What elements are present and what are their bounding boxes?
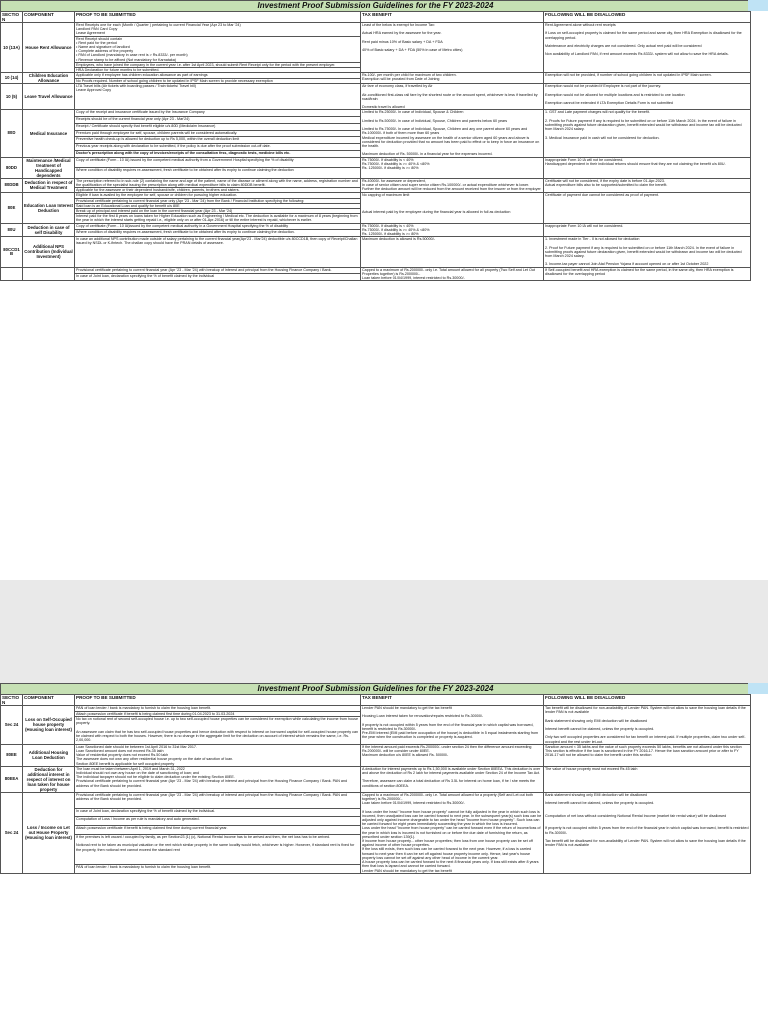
benefit-cell: If the interest amount paid exceeds Rs.200000/- under section 24 then the difference amount exceeding Rs.200000/- will be consider under 80EE. Maximum deduction u/s 80EE is allowed Rs. 50000/- [361,744,544,766]
table-row [1,23,751,37]
proof-cell: Rent Receipt should contain • Rent paid for the period • Name and signature of landlord • Complete address of the property • PAN of Landlord (mandatory in case rent is > Rs.8333/- per month) • Revenue stamp to be affixed (Not mandatory for Karnataka) [75,36,361,62]
proof-cell: Provisional certificate pertaining to current financial year (Apr '23 - Mar '24) with breakup of interest and principal from the Housing Finance Company / Bank. PAN and address of the Bank should be provided. [75,792,361,808]
component-cell: Deduction in case of self Disability [23,223,75,237]
column-header: TAX BENEFIT [361,695,544,706]
column-header: PROOF TO BE SUBMITTED [75,12,361,23]
disallowed-cell: Inappropriate Form 10 IA will not be considered. [544,223,751,237]
page-title: Investment Proof Submission Guidelines for the FY 2023-2024 [1,684,751,695]
proof-cell: Loan Sanctioned date should be between 1st April 2016 to 31st Mar 2017. Loan Sanctioned amount does not exceed Rs.35 lakh Value of residential property does not exceed Rs.50 lakh The assessee does not own any other residential house property on the date of sanction of loan. Section 80EE benefit is applicable for self occupied property [75,744,361,766]
column-header: COMPONENT [23,12,75,23]
sheet-page-2 [0,683,768,1024]
guidelines-table-1 [0,0,751,281]
component-cell: House Rent Allowance [23,23,75,73]
disallowed-cell: Sanction amount < 35 lakhs and the value of such property exceeds 50 lakhs, benefits are not allowed under this section This section is effective if the loan is sanctioned in the FY 2016-17. Hence the loan sanction amount prior or after to FY 2016-17 will not be allowed to claim the benefit under this section [544,744,751,766]
section-cell: 80DD [1,157,23,178]
table-row [1,706,751,712]
proof-cell: Eligible if loan is availed by the employee for self, spouse or children for pursuing higher education. [75,193,361,198]
table-row [1,73,751,79]
benefit-cell: Least of the below is exempt for Income Tax: Actual HRA earned by the assessee for the year. Rent paid minus 10% of Basic salary + DA + FDA 40% of Basic salary + DA + FDA (50% in case of Metro cities) [361,23,544,73]
proof-cell: Said loan is an Educational Loan and qualify for benefit u/s 80E [75,203,361,208]
table-row [1,223,751,230]
disallowed-cell: Exemption would not be provided if Employee is not part of the journey. Exemption would not be allowed for multiple locations and is restricted to one location Exemption cannot be extended if LTA Exemption Details Form is not submitted [544,84,751,110]
disallowed-cell: Tax benefit will be disallowed for non-availability of Lender PAN. System will not allow to save the housing loan details if the lender PAN is not available Bank statement showing only EMI deduction will be disallowed Interest benefit cannot be claimed, unless the property is occupied. Only two self occupied properties are considered for tax benefit on interest paid. If multiple properties, claim two under self-occupied and the rest under let-out. [544,706,751,745]
section-cell: 80E [1,193,23,223]
proof-cell: PAN of loan lender / bank is mandatory to furnish to claim the housing loan benefit. [75,864,361,873]
proof-cell: Break up of principal and interest paid on the loan in the current financial year (Apr 23 - Mar '24) [75,208,361,213]
proof-cell: Preventive health check-up is allowed for deduction up to Rs 5,000, within the overall deduction limit [75,137,361,144]
proof-cell: HRA Declaration for future months to be submitted. [75,68,361,73]
section-cell: 10 (5) [1,84,23,110]
proof-cell: Employees, who have joined the company in the current year i.e. after 1st April 2023, should submit Rent Receipt only for the period with the present employer. [75,62,361,67]
column-header: FOLLOWING WILL BE DISALLOWED [544,12,751,23]
component-cell: Children Education Allowance [23,73,75,84]
proof-cell: The loan must be taken between April 1, 2019 and March 31, 2022 Individual should not own any house on the date of sanctioning of loan; and The individual taxpayer should not be eligible to claim deduction under the existing Section 80EE. Provisional certificate pertaining to current financial year (Apr '23 - Mar '24) with breakup of interest and principal from the Housing Finance Company / Bank. PAN and address of the Bank should be provided. [75,766,361,792]
proof-cell: Provisional certificate pertaining to current financial year only (Apr '23 - Mar '24) from the Bank / Financial Institution specifying the following: [75,198,361,203]
proof-cell: Provisional certificate pertaining to current financial year (Apr '23 - Mar '24) with breakup of interest and principal from the Housing Finance Company / Bank. [75,267,361,274]
component-cell: Loss / Income on Let out House Property (Housing loan interest) [23,792,75,873]
table-row [1,157,751,168]
table-row [1,792,751,808]
proof-cell: The prescription referred to in sub-rule (2) containing the name and age of the patient, name of the disease or ailment along with the name, address, registration number and the qualification of the specialist issuing the prescription along with medical expenditure bills to claim 80DDB benefit. [75,178,361,187]
proof-cell: PAN of loan lender / bank is mandatory to furnish to claim the housing loan benefit. [75,706,361,712]
benefit-cell: Lender PAN should be mandatory to get the tax benefit Housing Loan interest taken for renovation/repairs restricted to Rs.30000/- If property is not occupied within 5 years from the end of the financial year in which capital was borrowed, benefit is restricted to Rs.30000/- Pre-EMI interest (EMI paid before occupation of the house) is deductible in 5 equal instalments starting from the year when the construction is completed or property is acquired. [361,706,544,745]
component-cell: Leave Travel Allowance [23,84,75,110]
disallowed-cell: Exemption will not be provided, if number of school going children is not updated in IPSF Main screen. [544,73,751,84]
table-row [1,84,751,110]
disallowed-cell: 1. Investment made in Tier - II is not allowed for deduction 2. Proof for Future payment if any is required to be submitted on or before 11th March 2024. In the event of failure in submitting proofs against future declaration given, benefit extended would be withdrawn and income tax will be deducted from March 2024 salary. 3. Income-tax payer cannot Join Atal Pension Yojana if account opened on or after 1st October 2022 [544,237,751,267]
section-cell: 80EE [1,744,23,766]
benefit-cell: Rs.40000/- for assessee or dependent, In case of senior citizen and super senior citizen Rs.100000/- or actual expenditure whichever is lower. Further the deduction amount will be reduced from the amount received from the insurer or from the employer [361,178,544,193]
disallowed-cell: Bank statement showing only EMI deduction will be disallowed Interest benefit cannot be claimed, unless the property is occupied. Computation of net loss without considering Notional Rental Income (market fair rental value) will be disallowed If property is not occupied within 5 years from the end of the financial year in which capital was borrowed, benefit is restricted to Rs.30000/- Tax benefit will be disallowed for non-availability of Lender PAN. System will not allow to save the housing loan details if the lender PAN is not available [544,792,751,873]
proof-cell: No Proofs required. Number of school going children to be updated in IPSF Main screen to provide necessary exemption [75,78,361,84]
section-cell: 80DDB [1,178,23,193]
section-cell: 10 (14) [1,73,23,84]
component-cell: Deduction in respect of Medical Treatment [23,178,75,193]
benefit-cell: Limited to Rs.25000/- In case of Individual, Spouse & Children Limited to Rs.50000/- in case of Individual, Spouse, Children and parents below 60 years Limited to Rs.75000/- In case of Individual, Spouse, Children and any one parent above 60 years and Rs.100000/- if both of them more than 60 years Medical expenditure incurred by assessee on the health of a senior citizen aged 60 years and above is considered for deduction provided that no amount has been paid to effect or to keep in force an insurance on the health. Maximum deduction of Rs. 50000/- in a financial year for the expenses incurred. [361,110,544,157]
component-cell: Maintenance /Medical treatment of Handicapped dependents [23,157,75,178]
column-header: SECTION [1,12,23,23]
proof-cell: Computation of Loss / Income as per rule is mandatory and auto generated. [75,817,361,826]
header-row [1,12,751,23]
proof-cell: In case of Joint loan, declaration specifying the % of benefit claimed by the individual. [75,808,361,817]
guidelines-table-2 [0,683,751,874]
table-row [1,237,751,267]
table-row [1,178,751,187]
component-cell: Additional Housing Loan Deduction [23,744,75,766]
section-cell: 10 (13A) [1,23,23,73]
section-cell [1,267,23,281]
column-header: SECTION [1,695,23,706]
table-row [1,744,751,766]
table-row [1,766,751,792]
component-cell: Education Loan Interest Deduction [23,193,75,223]
disallowed-cell: Certificate will not be considered, if the expiry date is before 01-Apr-2023. Actual expenditure bills also to be supported/submitted to claim the benefit. [544,178,751,193]
proof-cell: Copy of the receipt and insurance certificate issued by the Insurance Company [75,110,361,117]
header-stripe [748,0,768,11]
component-cell [23,267,75,281]
section-cell: 80EEA [1,766,23,792]
proof-cell: Where condition of disability requires re-assessment, fresh certificate to be obtained after its expiry to continue claiming the deduction [75,168,361,179]
table-row [1,267,751,274]
header-stripe [748,683,768,694]
section-cell: 80U [1,223,23,237]
benefit-cell: Rs.100/- per month per child for maximum of two children. Exemption will be prorated from Date of Joining [361,73,544,84]
benefit-cell: Capped to a maximum of Rs.200000/- only i.e. Total amount allowed for a property (Self and Let out both together) is Rs.200000/-. Loan taken before 01/04/1999, interest restricted to Rs.30000/- If loss under the head "Income from house property" cannot be fully adjusted in the year in which such loss is incurred, then unadjusted loss can be carried forward to next year. In the subsequent year(s) such loss can be adjusted only against income chargeable to tax under the head "Income from house property". Such loss can be carried forward for eight years immediately succeeding the year in which the loss is incurred. Loss under the head "Income from house property" can be carried forward even if the return of income/loss of the year in which loss is incurred is not furnished on or before the due date of furnishing the return, as prescribed under section 139(1). If income from house property... other house properties; then loss from one house property can be set off against income of other house properties. If the loss still exists, then such loss can be carried forward to the next year. However, if a loss is carried forward to next year then it can be set off against house property income only. Hence, last year's house property loss cannot be set off against any other head of income in the current year. A house property loss can be carried forward to the next 8 financial years only. If loss still exists after 8 years then that loss is lapsed and cannot be carried forward. Lender PAN should be mandatory to get the tax benefit [361,792,544,873]
page-title: Investment Proof Submission Guidelines for the FY 2023-2024 [1,1,751,12]
benefit-cell: Rs 75000/- If disability is < 40% Rs.75000/- if disability is >= 40% & <80% Rs. 125000/- if disability is >= 80% [361,157,544,178]
proof-cell: Doctor's prescription along with the copy of invoices/receipts of the consultation fess, diagnostic tests, medicine bills etc. [75,150,361,157]
table-row [1,110,751,117]
benefit-cell: Rs 75000/- If disability is < 40% Rs.75000/- if disability is >= 40% & <80% Rs. 125000/- if disability is >= 80% [361,223,544,237]
header-row [1,695,751,706]
proof-cell: In case of Joint loan, declaration specifying the % of benefit claimed by the individual [75,274,361,281]
section-cell: 80D [1,110,23,157]
proof-cell: If the premises is left vacant / occupied by family, as per Section23 (1) (c), Notional Rental Income has to be arrived and then, the net loss has to be arrived. Notional rent to be taken as municipal valuation or the rent which similar property in the same locality would fetch, whichever is higher. However, if standard rent is fixed for the property, then notional rent cannot exceed the standard rent [75,834,361,864]
section-cell: Sec 24 [1,792,23,873]
benefit-cell: Capped to a maximum of Rs.200000/- only i.e. Total amount allowed for all property (Two Self and Let Out Properties together) is Rs.200000/-. Loan taken before 01/04/1999, interest restricted to Rs.30000/- [361,267,544,281]
disallowed-cell: 1. GST and Late payment charges will not qualify for the benefit. 2. Proofs for Future payment if any is required to be submitted on or before 11th March 2024. In the event of failure in submitting proofs against future declaration given, benefit extended would be withdrawn and income tax will be deducted from March 2024 salary. 3. Medical Insurance paid in cash will not be considered for deduction. [544,110,751,157]
proof-cell: Receipt / Certificate should specify that benefit eligible u/s 80D (Mediclaim Insurance) [75,123,361,130]
column-header: TAX BENEFIT [361,12,544,23]
column-header: FOLLOWING WILL BE DISALLOWED [544,695,751,706]
proof-cell: Attach possession certificate if benefit is being claimed first time during current financial year. [75,826,361,835]
proof-cell: No tax on notional rent of second self-occupied house i.e. up to two self-occupied house properties can be considered for exemption while calculating the income from house property. An assessee can claim that he has two self-occupied house properties and hence deduction with respect to interest on borrowed capital for self-occupied house property can be claimed with respect to both the houses. However, there is no change in the aggregate limit for the deduction on account of interest which remains the same, i.e. Rs. 2,00,000. [75,717,361,745]
component-cell: Loss on Self-Occupied house property (Housing loan interest) [23,706,75,745]
proof-cell: In case an additional NPS contribution made outside of salary pertaining to the current financial year(Apr'23 - Mar'24) deductible u/s 80CCD1B, then copy of Receipt/Challan issued by NSDL or K-fintech. The challan copy should have the PRAN details of assessee. [75,237,361,267]
disallowed-cell: Inappropriate Form 10 IA will not be considered. Handicapped dependent in their individual returns should ensure that they are not claiming the benefit u/s 80U. [544,157,751,178]
component-cell: Medical Insurance [23,110,75,157]
disallowed-cell: Certificate of payment due cannot be considered as proof of payment. [544,193,751,223]
proof-cell: Copy of certificate (Form - 10 IA) issued by the competent medical authority from a Government Hospital specifying the % of disability [75,157,361,168]
disallowed-cell: The value of house property must not exceed Rs 45 lakh [544,766,751,792]
table-row [1,193,751,198]
benefit-cell: A deduction for interest payments up to Rs 1,50,000 is available under Section 80EEA. This deduction is over and above the deduction of Rs 2 lakh for interest payments available under Section 24 of the Income Tax Act. Therefore, assessee can claim a total deduction of Rs 3.5L for interest on home loan, if he / she meets the conditions of section 80EEA. [361,766,544,792]
proof-cell: Where condition of disability requires re-assessment, fresh certificate to be obtained after its expiry to continue claiming the deduction. [75,230,361,237]
column-header: COMPONENT [23,695,75,706]
proof-cell: Rent Receipts one for each (Month / Quarter ) pertaining to current Financial Year (Apr 23 to Mar '24) Landlord PAN Card Copy Lease Agreement [75,23,361,37]
column-header: PROOF TO BE SUBMITTED [75,695,361,706]
proof-cell: Premium paid through employee for self, spouse, children parents will be considered automatically. [75,130,361,137]
proof-cell: Applicable for the assessee or their dependent husband/wife, children, parents, brothers and sisters. [75,188,361,193]
component-cell: Additional NPS Contribution (Individual Investment) [23,237,75,267]
benefit-cell: No capping of maximum limit Actual interest paid by the employee during the financial year is allowed in full as deduction [361,193,544,223]
disallowed-cell: If Self-occupied benefit and HRA exemption is claimed for the same period, in the same city, then HRA exemption is disallowed for the overlapping period [544,267,751,281]
benefit-cell: Air fare of economy class, if travelled by Air Air-conditioned first-class rail fare by the shortest route or the amount spent, whichever is less if travelled by road/train Domestic travel is allowed [361,84,544,110]
section-cell: Sec 24 [1,706,23,745]
proof-cell: Attach possession certificate if benefit is being claimed first time during 01.04.2023 to 31.03.2024 [75,711,361,717]
proof-cell: Receipts should be of the current financial year only (Apr 23 - Mar'24) [75,117,361,124]
proof-cell: Previous year receipts along with declaration to be submitted, if the policy is due after the proof submission cut-off date. [75,144,361,151]
component-cell: Deduction for additional interest in respect of interest on loan taken for house property [23,766,75,792]
proof-cell: Applicable only if employee has children education allowance as part of earnings [75,73,361,79]
proof-cell: Copy of certificate (Form - 10 IA)issued by the competent medical authority in a Government Hospital specifying the % of disability [75,223,361,230]
proof-cell: LTA Travel bills (Air tickets with boarding passes / Train tickets/ Travel bill) Leave Approval Copy [75,84,361,110]
benefit-cell: Maximum deduction is allowed is Rs.50000/- [361,237,544,267]
section-cell: 80CCD1B [1,237,23,267]
proof-cell: Interest paid for the first 8 years on loans taken for Higher Education such as Engineering / Medical etc. The deduction is available for a maximum of 8 years (beginning from the year in which the interest starts getting repaid i.e., eligible only on or after 01-Apr-2016) or till the entire interest is repaid, whichever is earlier. [75,214,361,223]
disallowed-cell: Rent Agreement alone without rent receipts If Loss on self-occupied property is claimed for the same period and same city, then HRA Exemption is disallowed for the overlapping period. Maintenance and electricity charges are not considered. Only actual rent paid will be considered Non availability of Landlord PAN, if rent amount exceeds Rs 8333/- system will not allow to save the HRA details. [544,23,751,73]
